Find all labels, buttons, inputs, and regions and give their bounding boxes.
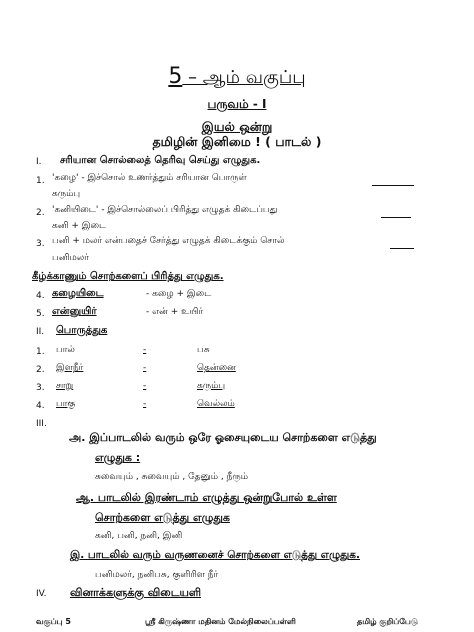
match-right: பசு [197, 345, 210, 355]
question-aa-line2: சொற்களை எடுத்து எழுதுக [95, 511, 230, 524]
section-heading-choose: சரியான சொல்லைத் தெரிவு செய்து எழுதுக. [60, 155, 261, 166]
answer-text: கனி + இடை [52, 221, 107, 231]
footer-subject: தமிழ் குறிப்பேடு [357, 617, 418, 626]
question-aa-line1: ஆ. பாடலில் இரண்டாம் எழுத்து ஒன்றுபோல் உள்ள [76, 491, 337, 504]
question-text: பனி + மலர் என்பதைச் சேர்த்து எழுதக் கிடைக்கும் சொல் [52, 236, 285, 246]
section-heading-match: பொருத்துக [56, 325, 108, 336]
section-numeral-1: I. [36, 157, 42, 167]
match-left: சாறு [56, 381, 74, 391]
question-text: 'கழை' - இச்சொல் உணர்த்தும் சரியான பொருள் [52, 173, 247, 183]
answer-blank [381, 216, 411, 218]
answer-i: பனிமலர், நனிபசு, குளிரிள நீர் [95, 570, 219, 580]
question-a-line1: அ. இப்பாடலில் வரும் ஒரே ஓசையுடைய சொற்களை எடுத்து [69, 431, 377, 444]
answer-blank [390, 247, 414, 249]
answer-aa: கனி, பனி, நனி, இனி [95, 531, 183, 541]
question-number: 2. [36, 208, 45, 218]
match-right: கரும்பு [197, 381, 226, 391]
question-a-line2: எழுதுக : [95, 451, 141, 464]
question-number: 1. [36, 176, 45, 186]
answer-text: கரும்பு [52, 189, 81, 199]
question-text: 'கனியிடை' - இச்சொல்லைப் பிரித்து எழுதக் கிடைப்பது [52, 205, 278, 215]
answer-text: பனிமலர் [52, 253, 89, 263]
match-left: பால் [56, 345, 75, 355]
answer-blank [372, 184, 414, 186]
lesson-title: தமிழின் இனிமை ! ( பாடல் ) [152, 134, 322, 149]
footer-class: வகுப்பு 5 [36, 617, 71, 626]
split-word: என்னுயிர் [52, 306, 97, 317]
split-answer: - கழை + இடை [146, 289, 212, 299]
match-left: பாகு [56, 399, 76, 409]
match-right: தென்னை [197, 363, 236, 373]
match-right: வெல்லம் [197, 399, 235, 409]
match-dash: - [143, 345, 147, 355]
question-number: 5. [36, 309, 45, 319]
question-number: 3. [36, 239, 45, 249]
section-numeral-2: II. [36, 327, 45, 337]
section-numeral-4: IV. [36, 589, 47, 599]
split-answer: - என் + உயிர் [146, 307, 204, 317]
section-heading-answer: வினாக்களுக்கு விடையளி [70, 586, 202, 599]
question-number: 4. [36, 291, 45, 301]
match-number: 3. [36, 383, 45, 393]
unit-title: இயல் ஒன்று [201, 119, 273, 134]
match-number: 4. [36, 401, 45, 411]
match-dash: - [143, 363, 147, 373]
match-dash: - [143, 381, 147, 391]
term-label: பருவம் - I [207, 97, 267, 111]
split-word: கழையிடை [52, 288, 104, 299]
match-number: 2. [36, 365, 45, 375]
title-number: 5 [168, 64, 183, 89]
match-number: 1. [36, 347, 45, 357]
question-i: இ. பாடலில் வரும் வருணனைச் சொற்களை எடுத்து எழுதுக. [70, 549, 360, 561]
match-dash: - [143, 399, 147, 409]
section-heading-split: கீழ்க்காணும் சொற்களைப் பிரித்து எழுதுக. [32, 271, 224, 282]
page-title [0, 64, 474, 90]
footer-school: ஸ்ரீ கிருஷ்ணா மதினம் மேல்நிலைப்பள்ளி [145, 617, 296, 626]
title-text: – ஆம் வகுப்பு [182, 67, 306, 88]
section-numeral-3: III. [36, 419, 47, 429]
match-left: இளநீர் [56, 363, 84, 373]
answer-a: சுவையும் , சுவையும் , தேனும் , நீரும் [95, 472, 248, 482]
